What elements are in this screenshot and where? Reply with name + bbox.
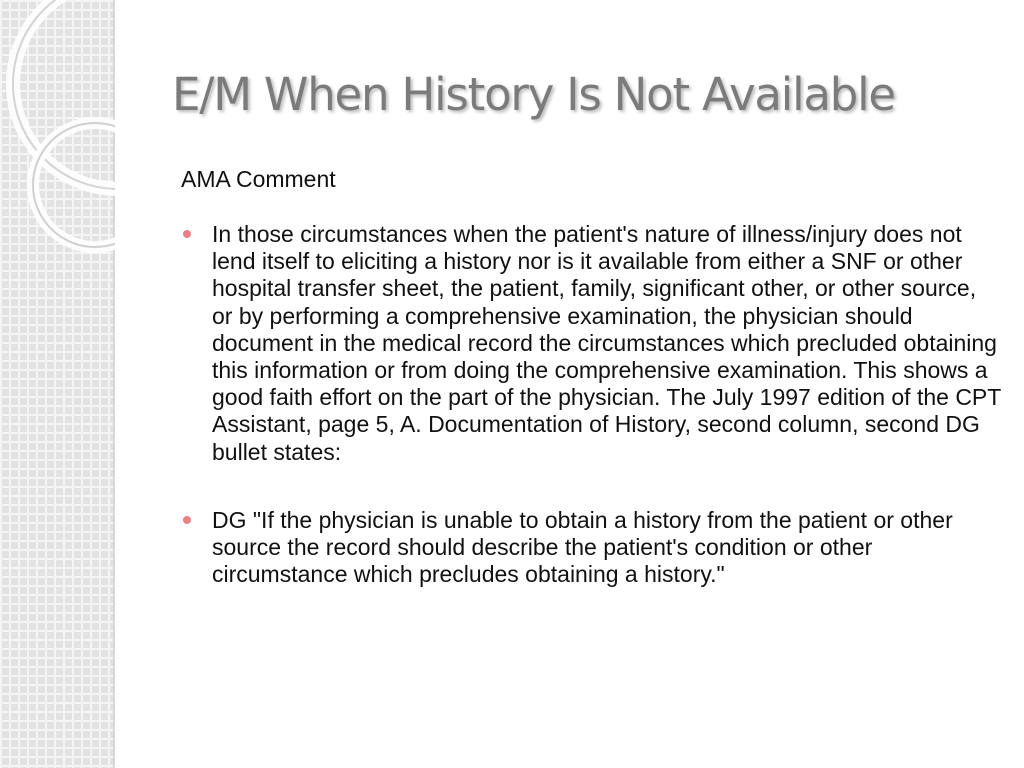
bullet-marker-icon [183,516,191,524]
bullet-item [181,507,1001,589]
decorative-side-panel [0,0,115,768]
slide-body [181,165,1001,629]
bullet-list [181,221,1001,588]
slide-subheading: AMA Comment [181,166,336,192]
bullet-item [181,221,1001,466]
bullet-text: In those circumstances when the patient's nature of illness/injury does not lend itself to eliciting a history nor is it available from either a SNF or other hospital transfer sheet, the patient, family, significant other, or other source, or by performing a comprehensive examination, the physician should document in the medical record the circumstances which precluded obtaining this information or from doing the comprehensive examination. This shows a good faith effort on the part of the physician. The July 1997 edition of the CPT Assistant, page 5, A. Documentation of History, second column, second DG bullet states: [212,221,1001,465]
bullet-marker-icon [183,230,191,238]
decorative-rings-graphic [0,0,115,768]
bullet-text: DG "If the physician is unable to obtain a history from the patient or other source the record should describe the patient's condition or other circumstance which precludes obtaining a history." [212,506,953,588]
slide-title: E/M When History Is Not Available [172,68,895,121]
